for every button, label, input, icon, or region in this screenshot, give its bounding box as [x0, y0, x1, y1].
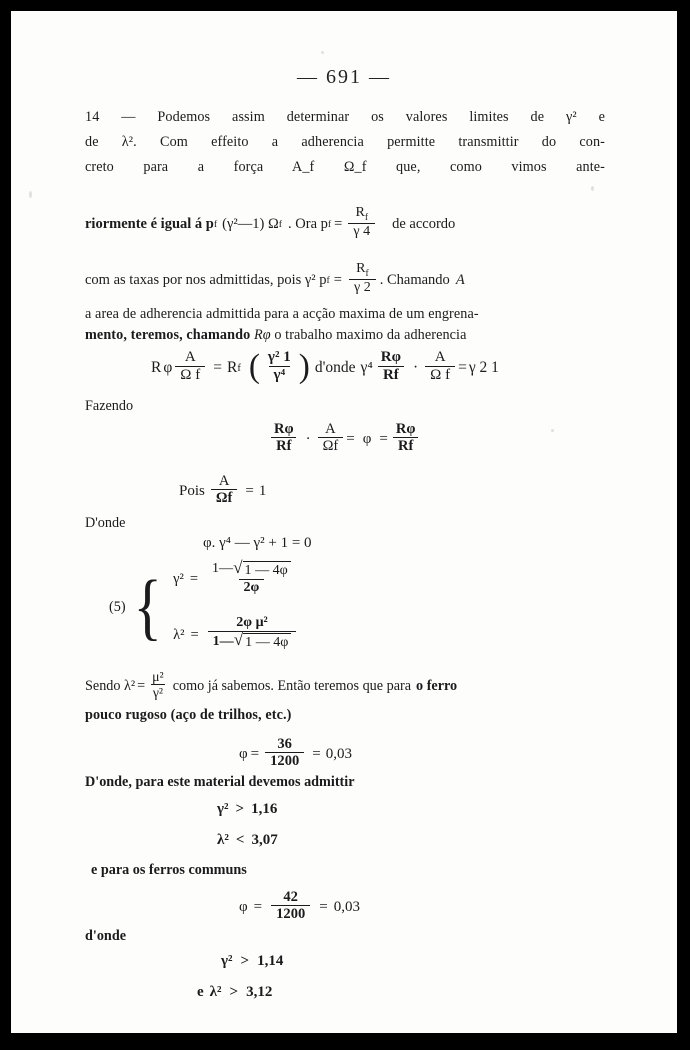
- fraction-a-over-omega-f: [318, 421, 344, 455]
- fraction-mu2-over-gamma2: [150, 669, 166, 701]
- inequality-gamma2-gt-116: [217, 801, 277, 818]
- fraction-denominator: Ω f: [425, 366, 455, 384]
- equals-sign: =: [137, 678, 146, 695]
- fraction-denominator: 1200: [265, 752, 304, 769]
- fraction-a-over-omega-f-2: [425, 349, 455, 384]
- inline-equation-pf-rf-gamma4: [85, 203, 456, 242]
- equals-sign: =: [245, 483, 254, 500]
- symbol-lambda2: λ²: [173, 626, 185, 643]
- fraction-denominator: γ²: [152, 685, 164, 701]
- label-fazendo: Fazendo: [85, 398, 134, 414]
- square-root: [234, 632, 292, 651]
- equals-sign: =: [334, 216, 343, 233]
- scan-speck: [591, 186, 594, 191]
- label-donde-material: D'onde, para este material devemos admittir: [85, 774, 355, 790]
- equals-sign: =: [346, 431, 355, 448]
- equation-5-lines: [173, 558, 299, 653]
- equals-sign: =: [250, 746, 260, 763]
- fraction-a-over-omega-f: [211, 473, 238, 507]
- operator-greater-than: >: [240, 953, 250, 970]
- fraction-denominator: Ωf: [318, 437, 344, 454]
- paragraph-item-14: [85, 105, 605, 180]
- fraction-denominator: γ 2: [349, 279, 376, 296]
- fraction-numerator: Rφ: [380, 348, 401, 365]
- fraction-numerator: Rφ: [274, 420, 294, 437]
- symbol-R: R: [151, 359, 162, 377]
- fraction-rf-over-gamma2: [349, 261, 376, 296]
- symbol-gamma4: γ⁴: [360, 359, 373, 377]
- fraction-denominator: γ⁴: [269, 366, 291, 384]
- scan-speck: [321, 51, 324, 54]
- fraction-numerator: μ²: [152, 668, 164, 684]
- symbol-gamma2: γ²: [217, 801, 229, 818]
- equation-phi-42-1200: [239, 888, 360, 925]
- label-donde-2: d'onde: [85, 928, 127, 944]
- paragraph-line: creto para a força A_f Ω_f que, como vimos ante-: [85, 159, 605, 175]
- multiplication-dot: ·: [305, 431, 311, 448]
- fraction-numerator: A: [434, 348, 446, 365]
- equals-sign: =: [319, 899, 328, 916]
- equals-sign: =: [333, 272, 342, 289]
- paragraph-line: de λ². Com effeito a adherencia permitte transmittir do con-: [85, 134, 605, 150]
- label-donde-1: D'onde: [85, 515, 126, 531]
- multiplication-dot: ·: [412, 359, 419, 377]
- scan-speck: [29, 191, 32, 198]
- equation-result: 1: [258, 483, 267, 500]
- symbol-phi: φ: [362, 431, 372, 448]
- page-content: [11, 11, 677, 1033]
- subscript-f: f: [326, 275, 330, 287]
- fraction-lambda2-solution: [208, 615, 297, 651]
- equation-fazendo-phi: [266, 420, 423, 457]
- equals-sign: =: [458, 359, 467, 377]
- fraction-gamma2-over-gamma4: [263, 349, 296, 384]
- fraction-numerator: 2φ μ²: [236, 614, 268, 631]
- text-fragment: . Chamando: [379, 272, 450, 289]
- parenthesized-expression: [248, 348, 310, 386]
- equation-5-lambda2: [173, 614, 299, 654]
- operator-less-than: <: [235, 832, 245, 849]
- radicand: 1 — 4φ: [243, 561, 291, 579]
- square-root: [233, 560, 291, 579]
- text-fragment: com as taxas por nos admittidas, pois γ² p: [85, 272, 327, 289]
- subscript-f: f: [237, 362, 241, 374]
- paragraph-line-pouco-rugoso: pouco rugoso (aço de trilhos, etc.): [85, 707, 292, 723]
- symbol-phi: φ: [239, 899, 248, 916]
- equation-quartic-phi: φ. γ⁴ — γ² + 1 = 0: [203, 535, 312, 551]
- text-fragment: . Ora p: [288, 216, 328, 233]
- inequality-lambda2-gt-312: [197, 984, 272, 1001]
- fraction-denominator: Rf: [271, 437, 296, 454]
- symbol-gamma2: γ²: [221, 953, 233, 970]
- fraction-numerator: 42: [283, 888, 298, 905]
- fraction-denominator: Rf: [378, 366, 404, 384]
- equals-sign: =: [379, 431, 388, 448]
- equation-main-adherencia: [151, 348, 499, 386]
- fraction-numerator: γ² 1: [267, 348, 291, 365]
- symbol-A: A: [455, 272, 465, 289]
- equals-sign: =: [213, 359, 222, 377]
- paragraph-area-adherencia: [85, 304, 609, 346]
- page-sheet: [11, 11, 677, 1033]
- fraction-36-over-1200: [265, 736, 304, 770]
- equation-result: 0,03: [325, 746, 352, 763]
- text-fragment: Sendo λ²: [85, 678, 136, 695]
- conjunction-e: e: [197, 984, 204, 1001]
- fraction-numerator: A: [218, 472, 230, 489]
- fraction-denominator: 1200: [271, 905, 310, 922]
- brace-left: {: [133, 565, 162, 648]
- symbol-R: R: [226, 359, 238, 377]
- value: 3,12: [246, 984, 273, 1001]
- fraction-42-over-1200: [271, 889, 310, 923]
- value: 1,14: [257, 953, 284, 970]
- fraction-denominator: Ω f: [175, 366, 205, 384]
- fraction-numerator: A: [184, 348, 196, 365]
- equation-result: γ 2 1: [468, 359, 499, 377]
- fraction-rf-over-gamma4: [348, 205, 375, 240]
- equation-result: 0,03: [333, 899, 360, 916]
- paragraph-line: 14 — Podemos assim determinar os valores limites de γ² e: [85, 109, 605, 125]
- text-fragment: como já sabemos. Então teremos que para: [172, 678, 412, 695]
- fraction-gamma2-solution: [207, 560, 296, 596]
- equals-sign: =: [312, 746, 321, 763]
- subscript-f: f: [327, 219, 332, 231]
- equation-5-gamma2: [173, 558, 299, 598]
- fraction-numerator: 1— √ 1 — 4φ: [207, 560, 296, 579]
- inline-equation-sendo-lambda2: [85, 668, 458, 703]
- radical-sign: √: [233, 558, 243, 578]
- fraction-rphi-over-rf: [376, 349, 406, 384]
- inline-equation-gamma2-pf: [85, 259, 465, 298]
- subscript-f: f: [278, 219, 283, 231]
- radical-sign: √: [233, 630, 244, 650]
- symbol-lambda2: λ²: [209, 984, 222, 1001]
- text-fragment-bold: o ferro: [416, 678, 458, 695]
- label-ferros-communs: e para os ferros communs: [91, 862, 247, 878]
- equals-sign: =: [189, 571, 199, 588]
- radicand: 1 — 4φ: [243, 633, 291, 651]
- text-fragment: (γ²—1) Ω: [222, 216, 279, 233]
- inequality-lambda2-lt-307: [217, 832, 278, 849]
- fraction-rphi-over-rf-2: [391, 421, 421, 455]
- page-folio: — 691 —: [297, 66, 391, 88]
- equals-sign: =: [190, 626, 199, 643]
- equation-number-5: (5): [109, 599, 126, 615]
- fraction-numerator: 36: [277, 735, 292, 752]
- text-fragment: de accordo: [392, 216, 456, 233]
- inequality-gamma2-gt-114: [221, 953, 283, 970]
- paragraph-line: a area de adherencia admittida para a acção maxima de um engrena-: [85, 306, 479, 322]
- fraction-numerator: Rφ: [395, 420, 416, 437]
- fraction-denominator: Ωf: [211, 489, 238, 506]
- symbol-lambda2: λ²: [217, 832, 229, 849]
- value: 1,16: [251, 801, 278, 818]
- paren-right: ): [298, 348, 310, 386]
- subscript-f: f: [213, 219, 218, 231]
- fraction-a-over-omega-f: [175, 349, 205, 384]
- paragraph-line: mento, teremos, chamando Rφ o trabalho maximo da adherencia: [85, 327, 467, 343]
- equation-pois: [179, 472, 267, 509]
- operator-greater-than: >: [229, 984, 239, 1001]
- paren-left: (: [248, 348, 260, 386]
- value: 3,07: [251, 832, 278, 849]
- equation-group-5: [109, 558, 299, 653]
- fraction-denominator: γ 4: [348, 223, 375, 240]
- symbol-phi: φ: [163, 359, 173, 377]
- fraction-numerator: $R_f$: [355, 203, 369, 223]
- symbol-gamma2: γ²: [173, 571, 184, 588]
- symbol-phi: φ: [239, 746, 248, 763]
- text-fragment: riormente é igual á p: [85, 216, 214, 233]
- fraction-denominator: Rf: [393, 437, 418, 454]
- fraction-denominator: 1— √ 1 — 4φ: [208, 631, 297, 651]
- text-donde: d'onde: [314, 359, 356, 377]
- scan-speck: [551, 429, 554, 432]
- operator-greater-than: >: [235, 801, 245, 818]
- fraction-numerator: $R_f$: [356, 259, 369, 279]
- equation-phi-36-1200: [239, 735, 352, 772]
- equals-sign: =: [253, 899, 263, 916]
- fraction-denominator: 2φ: [239, 579, 265, 596]
- fraction-numerator: A: [325, 420, 336, 437]
- label-pois: Pois: [179, 483, 205, 500]
- fraction-rphi-over-rf: [269, 421, 299, 455]
